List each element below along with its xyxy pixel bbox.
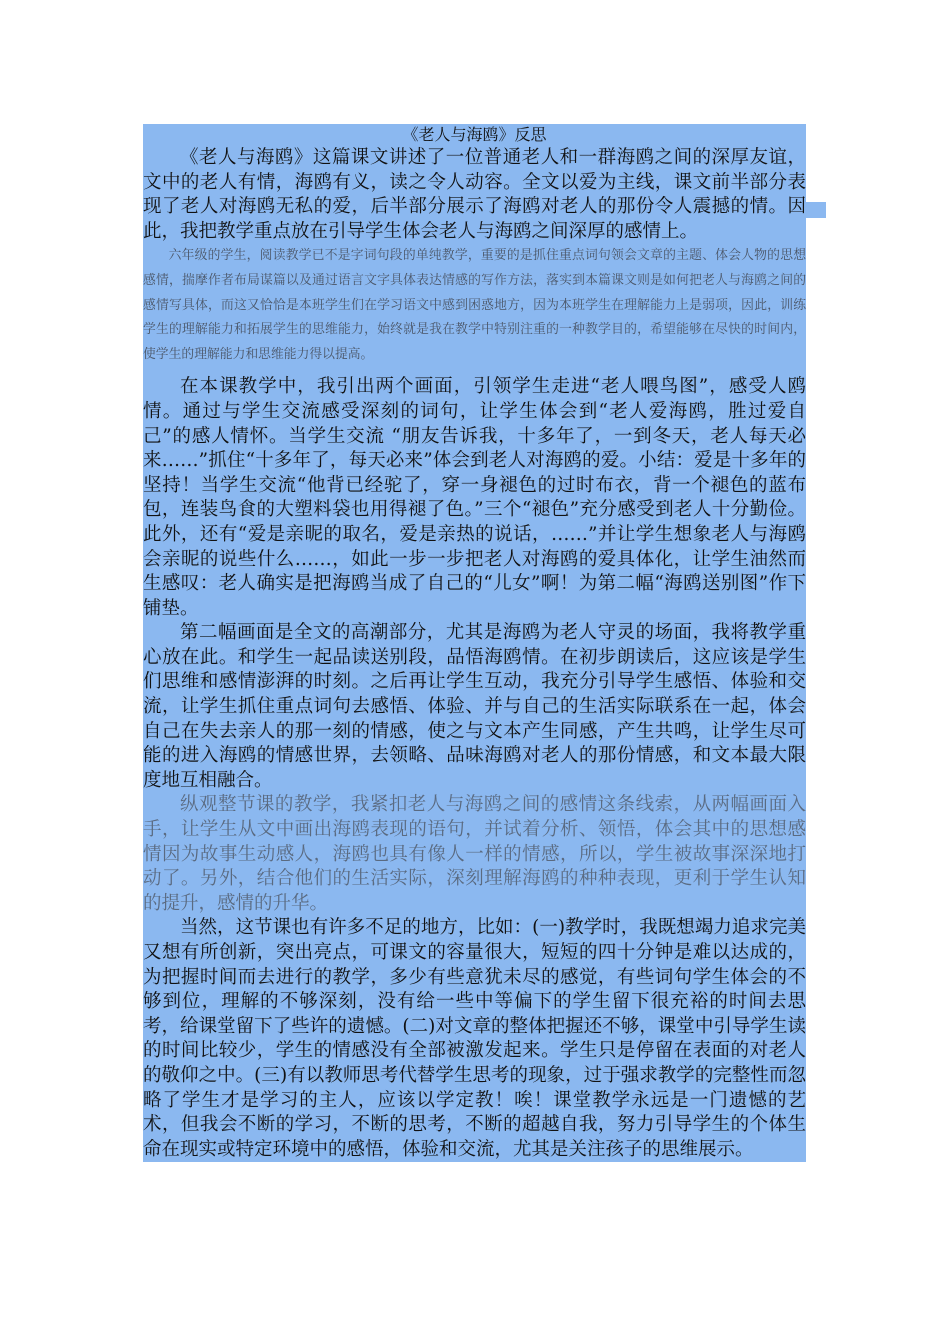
- paragraph-1: 《老人与海鸥》这篇课文讲述了一位普通老人和一群海鸥之间的深厚友谊，文中的老人有情，海鸥有义，读之令人动容。全文以爱为主线，课文前半部分表现了老人对海鸥无私的爱，后半部分展示了海鸥对老人的那份令人震撼的情。因此，我把教学重点放在引导学生体会老人与海鸥之间深厚的感情上。: [143, 147, 806, 242]
- paragraph-6: 当然，这节课也有许多不足的地方，比如：(一)教学时，我既想竭力追求完美又想有所创新，突出亮点，可课文的容量很大，短短的四十分钟是难以达成的，为把握时间而去进行的教学，多少有些意犹未尽的感觉，有些词句学生体会的不够到位，理解的不够深刻，没有给一些中等偏下的学生留下很充裕的时间去思考，给课堂留下了些许的遗憾。(二)对文章的整体把握还不够，课堂中引导学生读的时间比较少，学生的情感没有全部被激发起来。学生只是停留在表面的对老人的敬仰之中。(三)有以教师思考代替学生思考的现象，过于强求教学的完整性而忽略了学生才是学习的主人，应该以学定教！唉！课堂教学永远是一门遗憾的艺术，但我会不断的学习，不断的思考，不断的超越自我，努力引导学生的个体生命在现实或特定环境中的感悟，体验和交流，尤其是关注孩子的思维展示。: [143, 917, 806, 1160]
- paragraph-5: 纵观整节课的教学，我紧扣老人与海鸥之间的感情这条线索，从两幅画面入手，让学生从文中画出海鸥表现的语句，并试着分析、领悟，体会其中的思想感情因为故事生动感人，海鸥也具有像人一样的情感，所以，学生被故事深深地打动了。另外，结合他们的生活实际，深刻理解海鸥的种种表现，更利于学生认知的提升，感情的升华。: [143, 794, 806, 914]
- document-body: [143, 124, 806, 1162]
- paragraph-2: 六年级的学生，阅读教学已不是字词句段的单纯教学，重要的是抓住重点词句领会文章的主题、体会人物的思想感情，揣摩作者布局谋篇以及通过语言文字具体表达情感的写作方法，落实到本篇课文则是如何把老人与海鸥之间的感情写具体，而这又恰恰是本班学生们在学习语文中感到困惑地方，因为本班学生在理解能力上是弱项，因此，训练学生的理解能力和拓展学生的思维能力，始终就是我在教学中特别注重的一种教学目的，希望能够在尽快的时间内，使学生的理解能力和思维能力得以提高。: [143, 248, 806, 362]
- paragraph-3: 在本课教学中，我引出两个画面，引领学生走进“老人喂鸟图”，感受人鸥情。通过与学生交流感受深刻的词句，让学生体会到“老人爱海鸥，胜过爱自己”的感人情怀。当学生交流 “朋友告诉我，十多年了，一到冬天，老人每天必来……”抓住“十多年了，每天必来”体会到老人对海鸥的爱。小结：爱是十多年的坚持！当学生交流“他背已经驼了，穿一身褪色的过时布衣，背一个褪色的蓝布包，连装鸟食的大塑料袋也用得褪了色。”三个“褪色”充分感受到老人十分勤俭。此外，还有“爱是亲昵的取名，爱是亲热的说话，……”并让学生想象老人与海鸥会亲昵的说些什么……，如此一步一步把老人对海鸥的爱具体化，让学生油然而生感叹：老人确实是把海鸥当成了自己的“儿女”啊！为第二幅“海鸥送别图”作下铺垫。: [143, 376, 806, 619]
- paragraph-gap: [143, 367, 806, 375]
- highlight-marker: [806, 202, 826, 218]
- paragraph-4: 第二幅画面是全文的高潮部分，尤其是海鸥为老人守灵的场面，我将教学重心放在此。和学生一起品读送别段，品悟海鸥情。在初步朗读后，这应该是学生们思维和感情澎湃的时刻。之后再让学生互动，我充分引导学生感悟、体验和交流，让学生抓住重点词句去感悟、体验、并与自己的生活实际联系在一起，体会自己在失去亲人的那一刻的情感，使之与文本产生同感，产生共鸣，让学生尽可能的进入海鸥的情感世界，去领略、品味海鸥对老人的那份情感，和文本最大限度地互相融合。: [143, 622, 806, 791]
- document-title: 《老人与海鸥》反思: [402, 125, 547, 144]
